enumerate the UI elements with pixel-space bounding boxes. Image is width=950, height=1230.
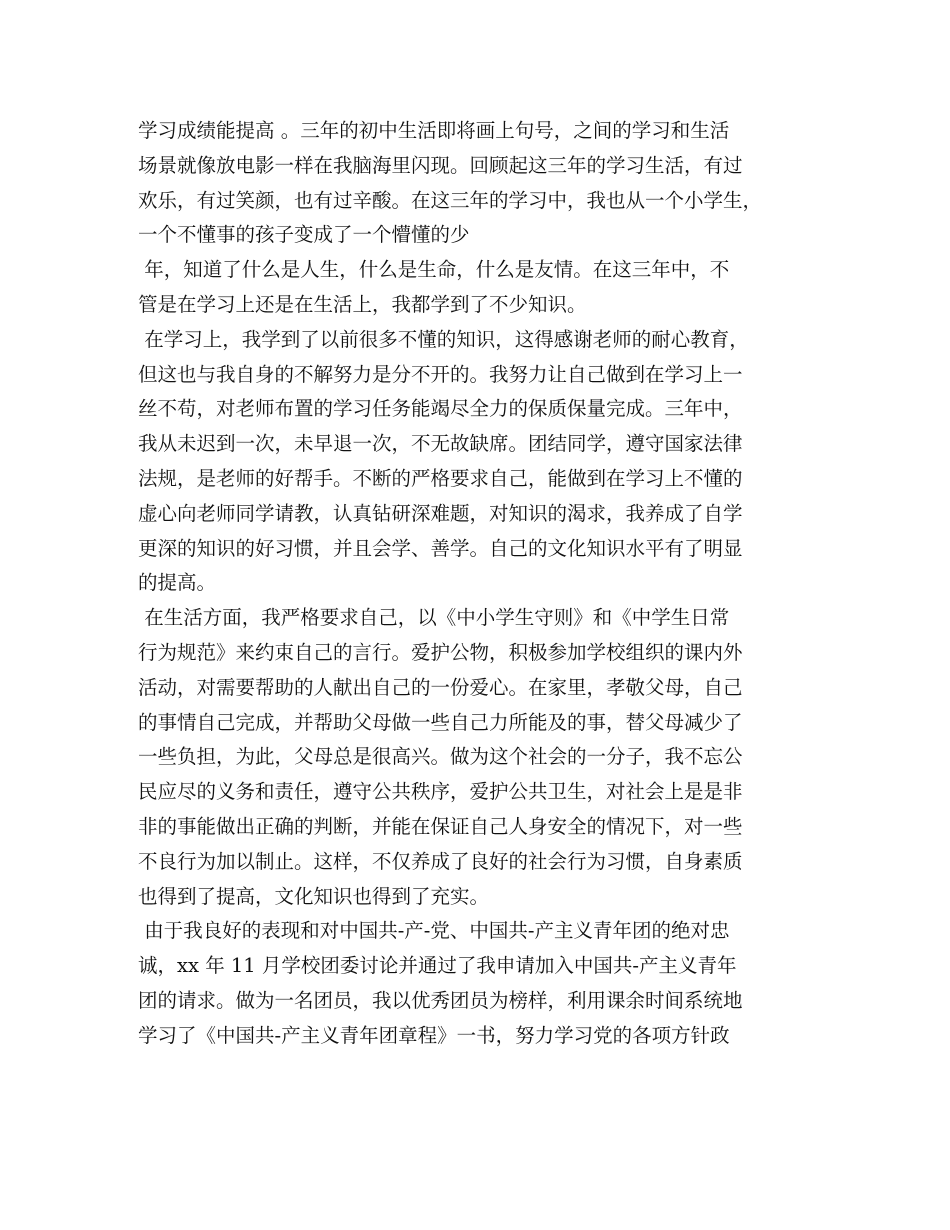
text-line: 法规，是老师的好帮手。不断的严格要求自己，能做到在学习上不懂的 bbox=[138, 466, 743, 490]
text-line: 更深的知识的好习惯，并且会学、善学。自己的文化知识水平有了明显 bbox=[138, 536, 743, 560]
text-line: 民应尽的义务和责任，遵守公共秩序，爱护公共卫生，对社会上是是非 bbox=[138, 780, 743, 804]
text-line: 欢乐，有过笑颜，也有过辛酸。在这三年的学习中，我也从一个小学生， bbox=[138, 188, 763, 212]
text-line: 我从未迟到一次，未早退一次，不无故缺席。团结同学，遵守国家法律 bbox=[138, 432, 743, 456]
text-line: 也得到了提高，文化知识也得到了充实。 bbox=[138, 884, 490, 908]
text-line: 但这也与我自身的不解努力是分不开的。我努力让自己做到在学习上一 bbox=[138, 362, 743, 386]
text-line: 在学习上，我学到了以前很多不懂的知识，这得感谢老师的耐心教育， bbox=[138, 327, 749, 351]
text-line: 由于我良好的表现和对中国共-产-党、中国共-产主义青年团的绝对忠 bbox=[138, 919, 730, 943]
text-line: 不良行为加以制止。这样，不仅养成了良好的社会行为习惯，自身素质 bbox=[138, 849, 743, 873]
text-line: 诚，xx 年 11 月学校团委讨论并通过了我申请加入中国共-产主义青年 bbox=[138, 954, 737, 978]
text-line: 年，知道了什么是人生，什么是生命，什么是友情。在这三年中，不 bbox=[138, 258, 730, 282]
text-line: 管是在学习上还是在生活上，我都学到了不少知识。 bbox=[138, 292, 587, 316]
text-line: 活动，对需要帮助的人献出自己的一份爱心。在家里，孝敬父母，自己 bbox=[138, 675, 743, 699]
body-text bbox=[138, 114, 818, 1054]
text-line: 学习了《中国共-产主义青年团章程》一书，努力学习党的各项方针政 bbox=[138, 1023, 730, 1047]
text-line: 团的请求。做为一名团员，我以优秀团员为榜样，利用课余时间系统地 bbox=[138, 988, 743, 1012]
text-line: 丝不苟，对老师布置的学习任务能竭尽全力的保质保量完成。三年中， bbox=[138, 397, 743, 421]
text-line: 虚心向老师同学请教，认真钻研深难题，对知识的渴求，我养成了自学 bbox=[138, 501, 743, 525]
text-line: 学习成绩能提高 。三年的初中生活即将画上句号，之间的学习和生活 bbox=[138, 119, 730, 142]
text-line: 行为规范》来约束自己的言行。爱护公物，积极参加学校组织的课内外 bbox=[138, 640, 743, 664]
text-line: 一个不懂事的孩子变成了一个懵懂的少 bbox=[138, 223, 470, 247]
text-line: 场景就像放电影一样在我脑海里闪现。回顾起这三年的学习生活，有过 bbox=[138, 153, 743, 177]
text-line: 非的事能做出正确的判断，并能在保证自己人身安全的情况下，对一些 bbox=[138, 814, 743, 838]
text-line: 在生活方面，我严格要求自己，以《中小学生守则》和《中学生日常 bbox=[138, 606, 730, 630]
text-line: 的提高。 bbox=[138, 571, 217, 595]
text-line: 的事情自己完成，并帮助父母做一些自己力所能及的事，替父母减少了 bbox=[138, 710, 743, 734]
text-line: 一些负担，为此，父母总是很高兴。做为这个社会的一分子，我不忘公 bbox=[138, 745, 743, 769]
